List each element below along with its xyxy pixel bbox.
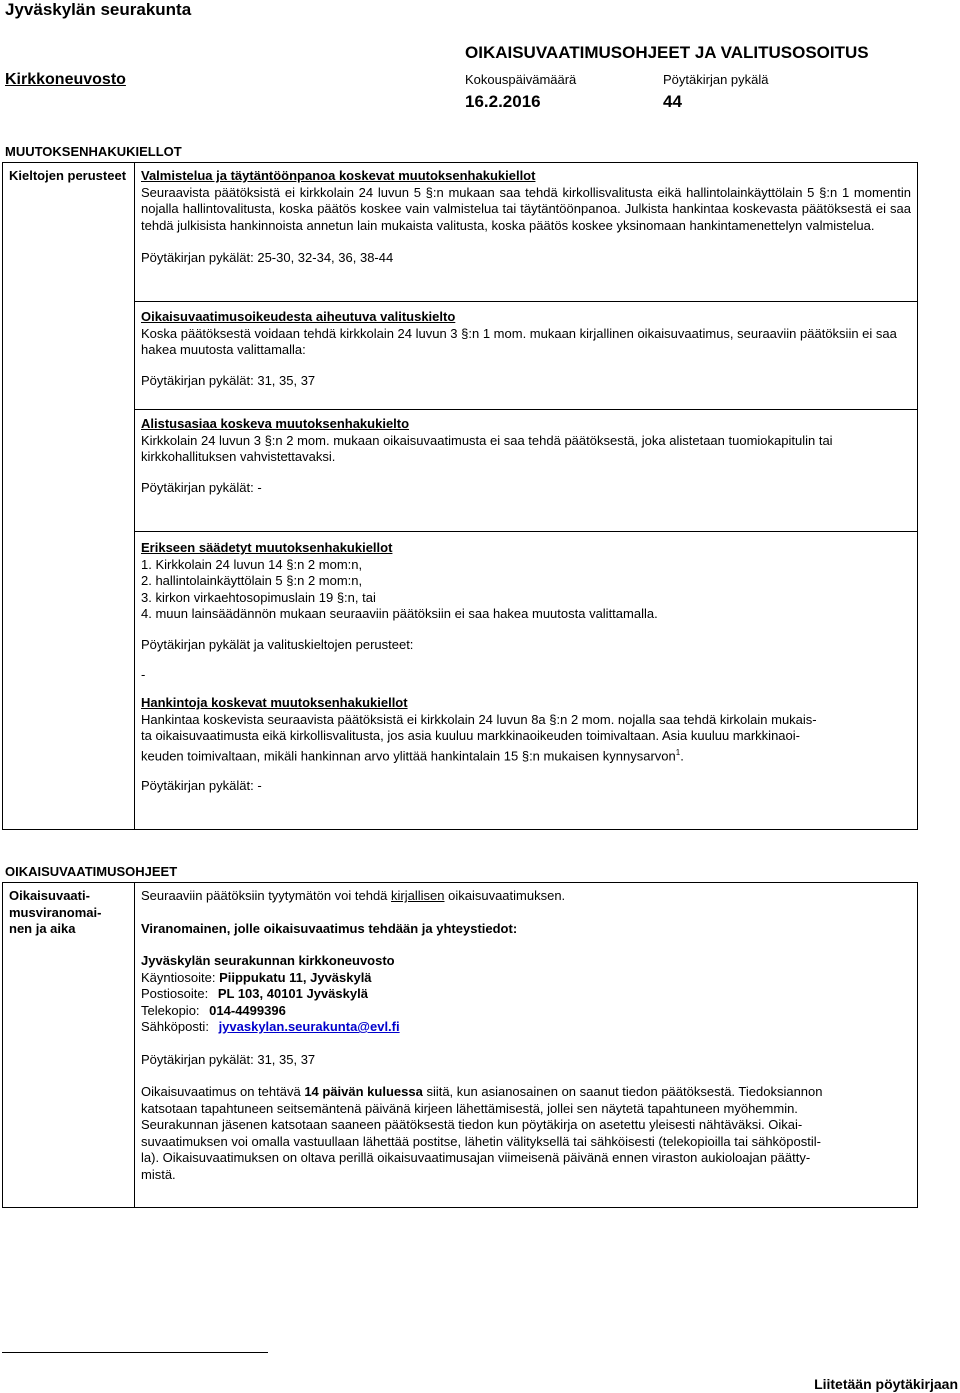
visit-address xyxy=(141,970,911,987)
footnote-mark: 1 xyxy=(675,747,681,757)
meeting-date-label: Kokouspäivämäärä xyxy=(465,72,577,87)
bans-table xyxy=(2,162,918,830)
authority-heading: Viranomainen, jolle oikaisuvaatimus tehdään ja yhteystiedot: xyxy=(141,920,518,936)
organization-name: Jyväskylän seurakunta xyxy=(5,0,192,19)
claims-left-label xyxy=(9,888,129,938)
procurement-sections: Pöytäkirjan pykälät: - xyxy=(141,778,262,794)
separator xyxy=(134,301,917,302)
claim-right-sections: Pöytäkirjan pykälät: 31, 35, 37 xyxy=(141,372,316,388)
claim-right-block xyxy=(141,309,911,389)
claims-intro xyxy=(141,888,911,905)
preparation-text: Seuraavista päätöksistä ei kirkkolain 24 luvun 5 §:n mukaan saa tehdä kirkollisvalitusta eikä hallintolainkäyttölain 5 §:n 1 momentin nojalla hallintovalitusta, koska päätös koskee vain valmistelua tai täytäntöönpanoa. Julkista hankintaa koskevasta päätöksestä ei saa tehdä julkisista hankinnoista annetun lain mukaista valitusta, koska päätös koskee yksinomaan hankintamenettelyn valmistelua. xyxy=(141,184,911,233)
procurement-line-text: keuden toimivaltaan, mikäli hankinnan arvo ylittää hankintalain 15 §:n mukaisen kynnysarvon xyxy=(141,747,676,763)
special-item: 1. Kirkkolain 24 luvun 14 §:n 2 mom:n, xyxy=(141,556,363,572)
procurement-block xyxy=(141,695,911,795)
claims-heading: OIKAISUVAATIMUSOHJEET xyxy=(5,864,178,879)
post-value: PL 103, 40101 Jyväskylä xyxy=(217,986,368,1001)
special-item: 4. muun lainsäädännön mukaan seuraaviin päätöksiin ei saa hakea muutosta valittamalla. xyxy=(141,606,658,621)
fax-value: 014-4499396 xyxy=(209,1002,286,1018)
subordinate-title: Alistusasiaa koskeva muutoksenhakukielto xyxy=(141,416,410,431)
claims-body xyxy=(141,888,911,1183)
procurement-line xyxy=(141,745,911,765)
special-item: 3. kirkon virkaehtosopimuslain 19 §:n, tai xyxy=(141,589,376,605)
subordinate-sections: Pöytäkirjan pykälät: - xyxy=(141,479,262,495)
department-name: Kirkkoneuvosto xyxy=(5,71,126,88)
claims-left-label-line: musviranomai- xyxy=(9,904,102,920)
special-block xyxy=(141,540,911,684)
section-number: 44 xyxy=(663,92,682,111)
deadline-line xyxy=(141,1084,911,1101)
column-divider xyxy=(134,163,135,829)
deadline-line: mistä. xyxy=(141,1166,176,1182)
section-label: Pöytäkirjan pykälä xyxy=(663,72,769,87)
bans-heading: MUUTOKSENHAKUKIELLOT xyxy=(5,144,182,159)
deadline-line: Seurakunnan jäsenen katsotaan saaneen päätöksestä tiedon kun pöytäkirja on asetettu yleisesti nähtäväksi. Oikai- xyxy=(141,1117,803,1132)
document-title: OIKAISUVAATIMUSOHJEET JA VALITUSOSOITUS xyxy=(465,43,869,62)
visit-value: Piippukatu 11, Jyväskylä xyxy=(219,969,372,985)
procurement-title: Hankintoja koskevat muutoksenhakukiellot xyxy=(141,695,408,710)
claim-right-title: Oikaisuvaatimusoikeudesta aiheutuva valituskielto xyxy=(141,309,456,324)
bans-left-label: Kieltojen perusteet xyxy=(9,168,127,183)
fax xyxy=(141,1003,911,1020)
deadline-days: 14 päivän kuluessa xyxy=(304,1084,423,1099)
claims-sections: Pöytäkirjan pykälät: 31, 35, 37 xyxy=(141,1051,316,1067)
special-title: Erikseen säädetyt muutoksenhakukiellot xyxy=(141,540,393,555)
deadline-start: Oikaisuvaatimus on tehtävä xyxy=(141,1084,305,1099)
column-divider xyxy=(134,883,135,1207)
claims-intro-text: Seuraaviin päätöksiin tyytymätön voi tehdä xyxy=(141,888,392,903)
fax-label: Telekopio: xyxy=(141,1002,200,1018)
deadline-line: la). Oikaisuvaatimuksen on oltava perillä oikaisuvaatimusajan viimeisenä päivänä ennen viraston aukioloajan päätty- xyxy=(141,1150,811,1165)
deadline-line: suvaatimuksen voi omalla vastuullaan lähettää postitse, lähetin välityksellä tai sähköisesti (telekopioilla tai sähköpostil- xyxy=(141,1133,821,1149)
separator xyxy=(134,409,917,410)
subordinate-block xyxy=(141,416,911,496)
authority-name: Jyväskylän seurakunnan kirkkoneuvosto xyxy=(141,953,395,968)
special-item: 2. hallintolainkäyttölain 5 §:n 2 mom:n, xyxy=(141,573,363,588)
claims-left-label-line: nen ja aika xyxy=(9,921,76,936)
deadline-line: katsotaan tapahtuneen seitsemäntenä päivänä kirjeen lähettämisestä, jollei sen näytetä tapahtuneen myöhemmin. xyxy=(141,1100,798,1116)
deadline-rest: siitä, kun asianosainen on saanut tiedon päätöksestä. Tiedoksiannon xyxy=(422,1084,823,1099)
meeting-date: 16.2.2016 xyxy=(465,92,541,111)
visit-label: Käyntiosoite: xyxy=(141,969,216,985)
subordinate-text: Kirkkolain 24 luvun 3 §:n 2 mom. mukaan oikaisuvaatimusta ei saa tehdä päätöksestä, joka alistetaan tuomiokapitulin tai kirkkohallituksen vahvistettavaksi. xyxy=(141,432,833,464)
claims-left-label-line: Oikaisuvaati- xyxy=(9,888,90,903)
post-label: Postiosoite: xyxy=(141,986,209,1001)
claims-intro-written: kirjallisen xyxy=(391,888,445,903)
attachment-note: Liitetään pöytäkirjaan xyxy=(814,1376,958,1392)
post-address xyxy=(141,986,911,1003)
deadline-text xyxy=(141,1084,911,1183)
preparation-title: Valmistelua ja täytäntöönpanoa koskevat muutoksenhakukiellot xyxy=(141,168,536,183)
preparation-sections: Pöytäkirjan pykälät: 25-30, 32-34, 36, 38-44 xyxy=(141,250,394,265)
claims-table xyxy=(2,882,918,1208)
claim-right-text: Koska päätöksestä voidaan tehdä kirkkolain 24 luvun 3 §:n 1 mom. mukaan kirjallinen oikaisuvaatimus, seuraaviin päätöksiin ei saa hakea muutosta valittamalla: xyxy=(141,325,897,357)
separator xyxy=(134,531,917,532)
email-label: Sähköposti: xyxy=(141,1019,209,1034)
claims-intro-end: oikaisuvaatimuksen. xyxy=(444,888,566,903)
footnote-divider xyxy=(2,1352,268,1353)
procurement-line: ta oikaisuvaatimusta eikä kirkollisvalitusta, jos asia kuuluu markkinaoikeuden toimivaltaan. Asia kuuluu markkinaoi- xyxy=(141,728,800,743)
special-sections-label: Pöytäkirjan pykälät ja valituskieltojen perusteet: xyxy=(141,636,414,652)
email-link[interactable]: jyvaskylan.seurakunta@evl.fi xyxy=(218,1019,400,1034)
procurement-line-end: . xyxy=(680,747,684,763)
procurement-line: Hankintaa koskevista seuraavista päätöksistä ei kirkkolain 24 luvun 8a §:n 2 mom. nojalla saa tehdä kirkolain mukais- xyxy=(141,711,817,727)
special-sections-value: - xyxy=(141,667,146,682)
email xyxy=(141,1019,911,1036)
preparation-block xyxy=(141,168,911,267)
